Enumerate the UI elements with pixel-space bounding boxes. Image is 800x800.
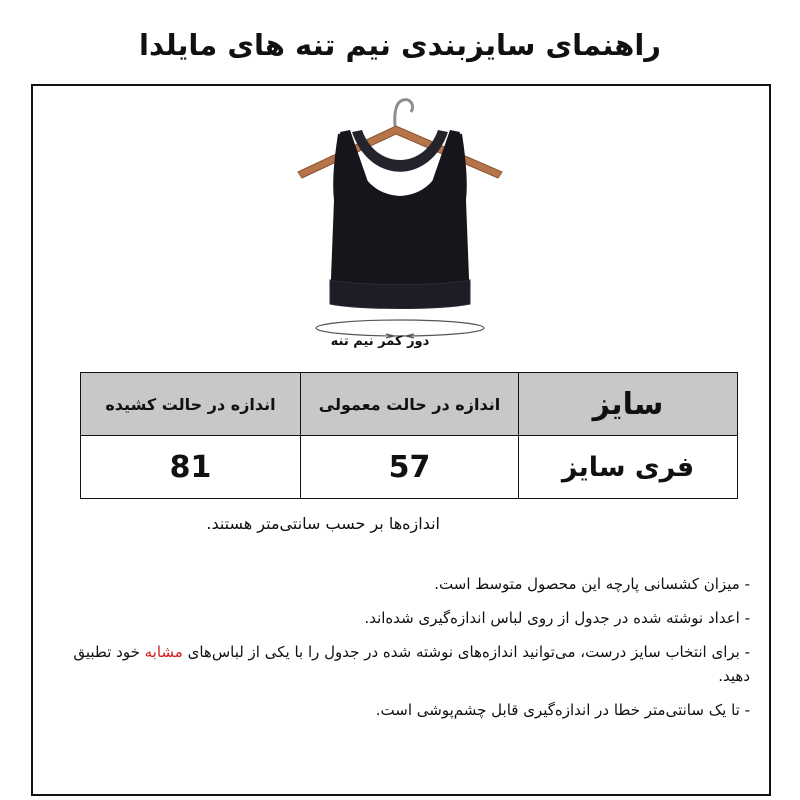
unit-note: اندازه‌ها بر حسب سانتی‌متر هستند. (206, 514, 440, 533)
hanger-hook-icon (395, 100, 413, 126)
note-highlight: مشابه (144, 643, 183, 661)
header-size: سایز (519, 373, 738, 436)
header-stretched: اندازه در حالت کشیده (81, 373, 301, 436)
note-text: - تا یک سانتی‌متر خطا در اندازه‌گیری قابل چشم‌پوشی است. (375, 701, 750, 719)
note-text-after: خود تطبیق دهید. (73, 643, 750, 685)
size-table (80, 372, 738, 499)
note-text: - میزان کشسانی پارچه این محصول متوسط است. (434, 575, 750, 593)
sports-bra-icon (330, 132, 470, 309)
cell-normal: 57 (301, 436, 519, 499)
cell-stretched: 81 (81, 436, 301, 499)
page-title: راهنمای سایزبندی نیم تنه های مایلدا (139, 28, 661, 62)
note-text: - اعداد نوشته شده در جدول از روی لباس اندازه‌گیری شده‌اند. (364, 609, 750, 627)
note-text: - برای انتخاب سایز درست، می‌توانید اندازه‌های نوشته شده در جدول را با یکی از لباس‌های (187, 643, 750, 661)
note-item (60, 606, 750, 630)
waist-caption: دور کمر نیم تنه (330, 334, 430, 349)
header-normal: اندازه در حالت معمولی (301, 373, 519, 436)
table-row (81, 436, 738, 499)
note-item (60, 572, 750, 596)
product-image (290, 90, 510, 340)
table-header-row (81, 373, 738, 436)
cell-size: فری سایز (519, 436, 738, 499)
note-item (60, 698, 750, 722)
note-item (60, 640, 750, 688)
notes-list (60, 572, 750, 732)
